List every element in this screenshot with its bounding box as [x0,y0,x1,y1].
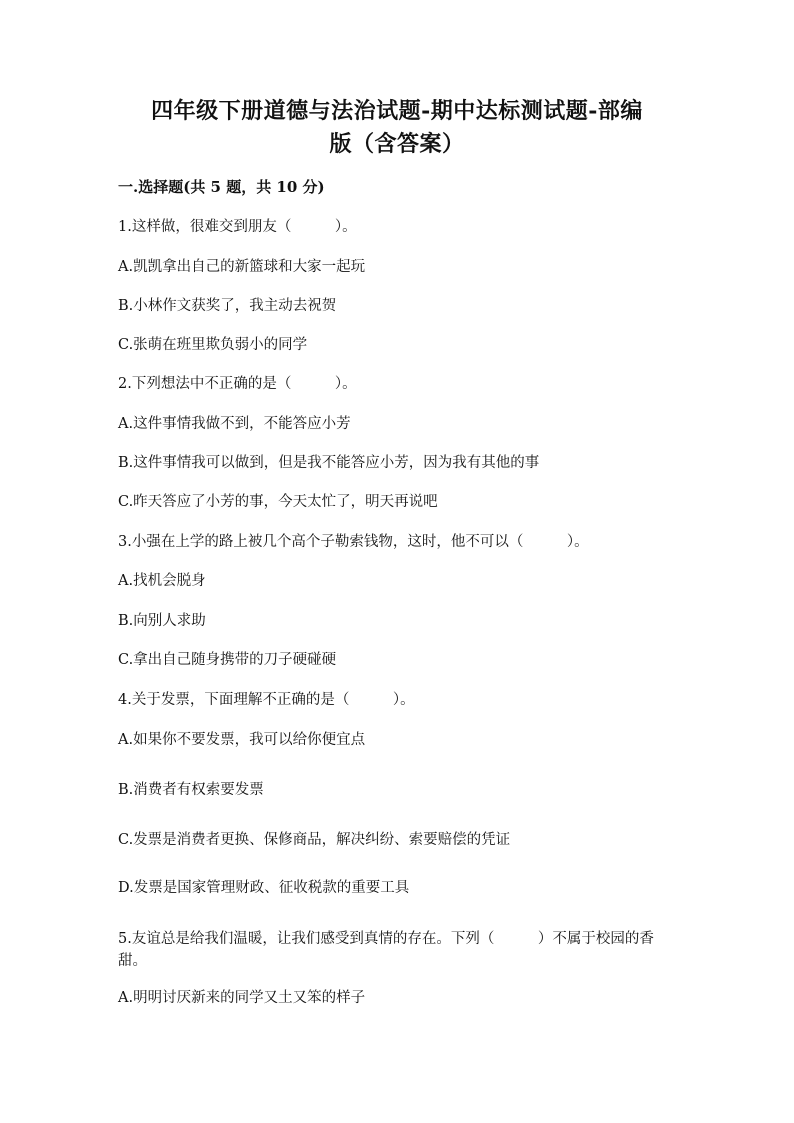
question-4-option-a: A.如果你不要发票，我可以给你便宜点 [118,732,366,748]
document-title-line-2: 版（含答案） [329,131,465,157]
question-1-option-a: A.凯凯拿出自己的新篮球和大家一起玩 [118,259,366,275]
question-4-option-b: B.消费者有权索要发票 [118,782,264,798]
question-2-option-c: C.昨天答应了小芳的事，今天太忙了，明天再说吧 [118,494,438,510]
question-1-stem: 1.这样做，很难交到朋友（ ）。 [118,219,357,235]
question-2-stem: 2.下列想法中不正确的是（ ）。 [118,376,357,392]
question-3-option-c: C.拿出自己随身携带的刀子硬碰硬 [118,652,337,668]
question-5-stem: 5.友谊总是给我们温暖，让我们感受到真情的存在。下列（ ）不属于校园的香甜。 [118,931,654,969]
question-4-stem: 4.关于发票，下面理解不正确的是（ ）。 [118,692,415,708]
question-3-option-b: B.向别人求助 [118,613,206,629]
question-4-option-c: C.发票是消费者更换、保修商品，解决纠纷、索要赔偿的凭证 [118,832,511,848]
question-5-option-a: A.明明讨厌新来的同学又土又笨的样子 [118,990,366,1006]
question-3-option-a: A.找机会脱身 [118,573,206,589]
question-3-stem: 3.小强在上学的路上被几个高个子勒索钱物，这时，他不可以（ ）。 [118,534,589,550]
question-2-option-a: A.这件事情我做不到，不能答应小芳 [118,416,351,432]
section-heading: 一.选择题(共 5 题，共 10 分) [118,178,325,196]
document-title-line-1: 四年级下册道德与法治试题-期中达标测试题-部编 [151,98,643,124]
question-2-option-b: B.这件事情我可以做到，但是我不能答应小芳，因为我有其他的事 [118,455,540,471]
question-1-option-c: C.张萌在班里欺负弱小的同学 [118,337,308,353]
question-1-option-b: B.小林作文获奖了，我主动去祝贺 [118,298,337,314]
question-4-option-d: D.发票是国家管理财政、征收税款的重要工具 [118,880,410,896]
